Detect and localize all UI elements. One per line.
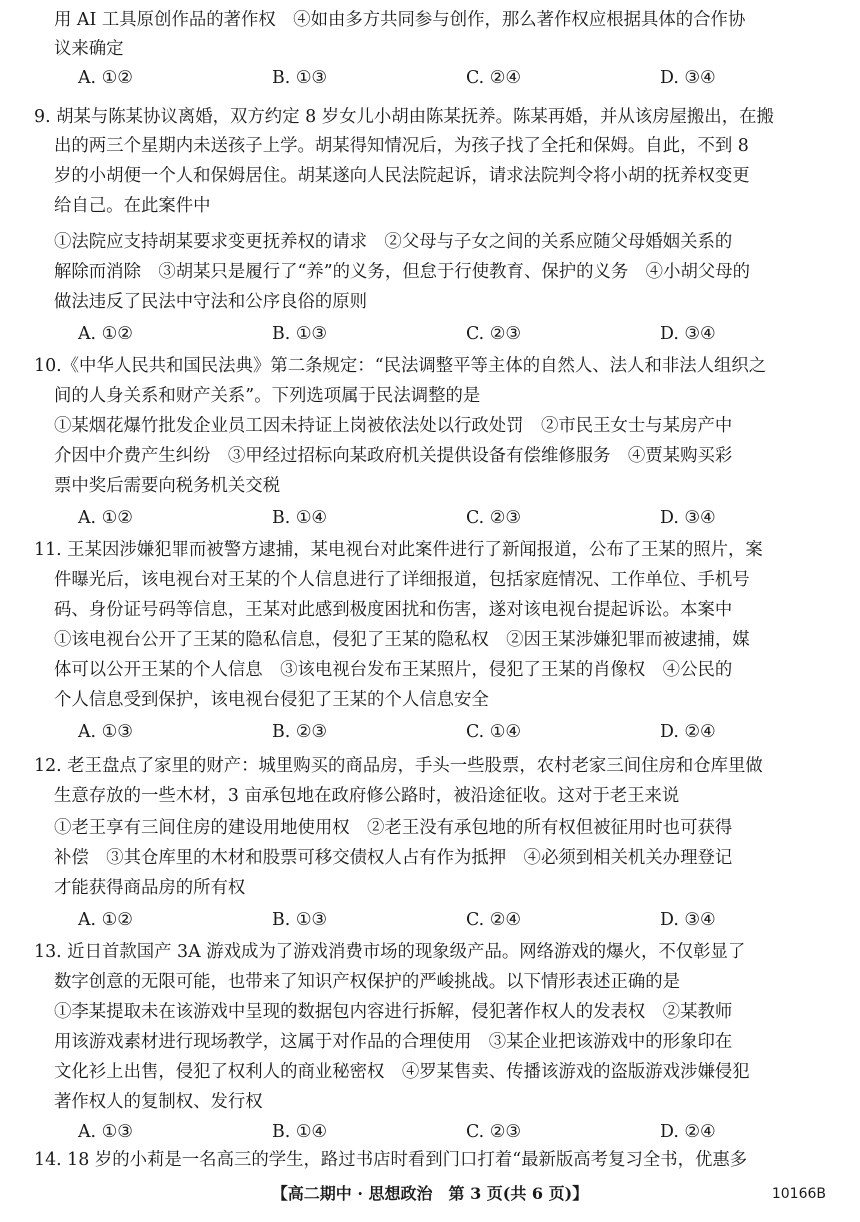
question-13-statement: 著作权人的复制权、发行权 [54,1092,263,1112]
question-11-stem: 11. 王某因涉嫌犯罪而被警方逮捕，某电视台对此案件进行了新闻报道，公布了王某的照片，案 [34,540,763,560]
question-10-stem: 间的人身关系和财产关系”。下列选项属于民法调整的是 [54,386,481,406]
option-c: C. ②④ [466,910,521,930]
question-12-stem: 生意存放的一些木材，3 亩承包地在政府修公路时，被沿途征收。这对于老王来说 [54,786,680,806]
question-13-stem: 13. 近日首款国产 3A 游戏成为了游戏消费市场的现象级产品。网络游戏的爆火，不仅彰显了 [34,942,746,962]
page-footer [0,1182,860,1206]
question-13-statement: 文化衫上出售，侵犯了权利人的商业秘密权 ④罗某售卖、传播该游戏的盗版游戏涉嫌侵犯 [54,1062,750,1082]
question-9-statement: 做法违反了民法中守法和公序良俗的原则 [54,292,368,312]
option-d: D. ②④ [660,722,716,742]
option-a: A. ①② [78,68,133,88]
question-12-statement: 补偿 ③其仓库里的木材和股票可移交债权人占有作为抵押 ④必须到相关机关办理登记 [54,848,733,868]
option-c: C. ②④ [466,68,521,88]
option-b: B. ②③ [272,722,328,742]
option-a: A. ①③ [78,1122,133,1142]
question-11-statement: ①该电视台公开了王某的隐私信息，侵犯了王某的隐私权 ②因王某涉嫌犯罪而被逮捕，媒 [54,630,750,650]
footer-page-info: 【高二期中 · 思想政治 第 3 页(共 6 页)】 [271,1184,589,1203]
option-a: A. ①③ [78,722,133,742]
option-d: D. ③④ [660,910,716,930]
question-9-statement: ①法院应支持胡某要求变更抚养权的请求 ②父母与子女之间的关系应随父母婚姻关系的 [54,232,733,252]
option-a: A. ①② [78,324,133,344]
question-11-statement: 个人信息受到保护，该电视台侵犯了王某的个人信息安全 [54,690,489,710]
question-14-stem: 14. 18 岁的小莉是一名高三的学生，路过书店时看到门口打着“最新版高考复习全书，优惠多 [34,1150,748,1170]
answer-options [78,504,838,532]
question-10-statement: 票中奖后需要向税务机关交税 [54,476,281,496]
question-9-stem: 出的两三个星期内未送孩子上学。胡某得知情况后，为孩子找了全托和保姆。自此，不到 8 [54,136,749,156]
option-d: D. ②④ [660,1122,716,1142]
question-11-statement: 体可以公开王某的个人信息 ③该电视台发布王某照片，侵犯了王某的肖像权 ④公民的 [54,660,733,680]
question-13-statement: ①李某提取未在该游戏中呈现的数据包内容进行拆解，侵犯著作权人的发表权 ②某教师 [54,1002,733,1022]
option-b: B. ①③ [272,68,328,88]
question-10-stem: 10.《中华人民共和国民法典》第二条规定：“民法调整平等主体的自然人、法人和非法人组织之 [34,356,767,376]
question-9-stem: 给自己。在此案件中 [54,196,211,216]
answer-options [78,320,838,348]
question-12-statement: 才能获得商品房的所有权 [54,878,246,898]
answer-options [78,906,838,934]
question-9-stem: 9. 胡某与陈某协议离婚，双方约定 8 岁女儿小胡由陈某抚养。陈某再婚，并从该房屋搬出，在搬 [34,107,774,127]
question-11-stem: 码、身份证号码等信息，王某对此感到极度困扰和伤害，遂对该电视台提起诉讼。本案中 [54,600,733,620]
option-a: A. ①② [78,508,133,528]
option-d: D. ③④ [660,508,716,528]
option-d: D. ③④ [660,324,716,344]
option-b: B. ①④ [272,508,328,528]
option-b: B. ①③ [272,324,328,344]
option-c: C. ②③ [466,1122,521,1142]
option-b: B. ①④ [272,1122,328,1142]
question-text-line: 用 AI 工具原创作品的著作权 ④如由多方共同参与创作，那么著作权应根据具体的合作协 [54,10,746,30]
option-c: C. ②③ [466,508,521,528]
option-c: C. ②③ [466,324,521,344]
option-d: D. ③④ [660,68,716,88]
footer-exam-code: 10166B [771,1186,826,1202]
question-text-line: 议来确定 [54,39,124,59]
option-c: C. ①④ [466,722,521,742]
question-11-stem: 件曝光后，该电视台对王某的个人信息进行了详细报道，包括家庭情况、工作单位、手机号 [54,570,750,590]
question-10-statement: 介因中介费产生纠纷 ③甲经过招标向某政府机关提供设备有偿维修服务 ④贾某购买彩 [54,446,733,466]
question-12-stem: 12. 老王盘点了家里的财产：城里购买的商品房，手头一些股票，农村老家三间住房和仓库里做 [34,756,763,776]
question-12-statement: ①老王享有三间住房的建设用地使用权 ②老王没有承包地的所有权但被征用时也可获得 [54,818,733,838]
option-a: A. ①② [78,910,133,930]
question-10-statement: ①某烟花爆竹批发企业员工因未持证上岗被依法处以行政处罚 ②市民王女士与某房产中 [54,416,733,436]
question-13-statement: 用该游戏素材进行现场教学，这属于对作品的合理使用 ③某企业把该游戏中的形象印在 [54,1032,733,1052]
answer-options [78,64,838,92]
question-13-stem: 数字创意的无限可能，也带来了知识产权保护的严峻挑战。以下情形表述正确的是 [54,972,681,992]
question-9-statement: 解除而消除 ③胡某只是履行了“养”的义务，但怠于行使教育、保护的义务 ④小胡父母的 [54,262,751,282]
option-b: B. ①③ [272,910,328,930]
answer-options [78,1118,838,1146]
question-9-stem: 岁的小胡便一个人和保姆居住。胡某遂向人民法院起诉，请求法院判令将小胡的抚养权变更 [54,166,750,186]
answer-options [78,718,838,746]
